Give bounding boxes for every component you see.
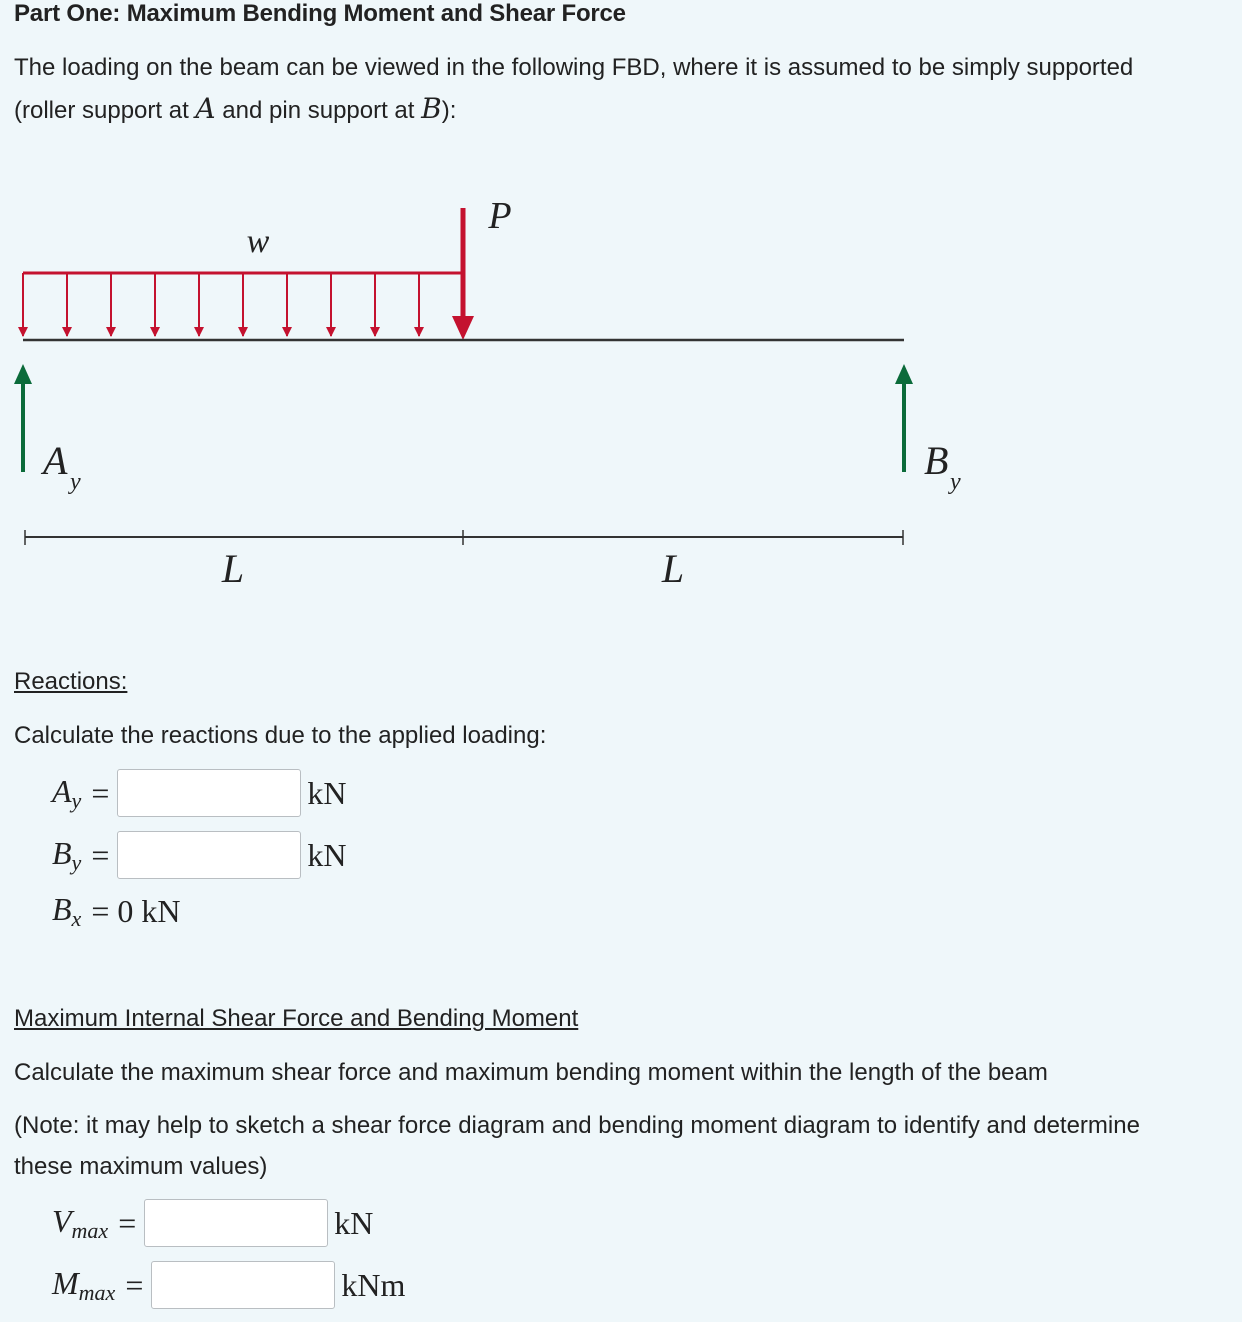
dimension-line — [25, 530, 903, 545]
symbol-a: A — [195, 92, 216, 125]
distributed-load-arrows — [23, 273, 419, 336]
bx-row — [52, 886, 180, 936]
intro-text: (roller support at — [14, 97, 196, 124]
mmax-unit: kNm — [341, 1266, 406, 1303]
maximums-heading: Maximum Internal Shear Force and Bending Moment — [14, 1005, 579, 1032]
ay-row — [52, 768, 346, 818]
reaction-a-arrowhead — [14, 364, 32, 384]
reaction-b-arrowhead — [895, 364, 913, 384]
equals-sign: = — [91, 836, 110, 873]
equals-sign: = — [125, 1266, 144, 1303]
intro-paragraph — [14, 47, 1224, 131]
symbol-b: B — [421, 92, 442, 125]
ay-input[interactable] — [117, 769, 301, 817]
point-load-label: P — [488, 195, 512, 237]
vmax-input[interactable] — [144, 1199, 328, 1247]
point-load-arrowhead — [452, 316, 474, 340]
equals-sign: = — [91, 774, 110, 811]
bx-value: 0 kN — [117, 892, 181, 929]
mmax-input[interactable] — [151, 1261, 335, 1309]
intro-text: and pin support at — [215, 97, 422, 124]
by-input[interactable] — [117, 831, 301, 879]
by-unit: kN — [307, 836, 347, 873]
intro-line-1: The loading on the beam can be viewed in the following FBD, where it is assumed to be simply supported — [14, 54, 1134, 81]
equals-sign: = — [91, 892, 110, 929]
by-symbol: $B_y$ — [52, 834, 82, 875]
vmax-row — [52, 1198, 373, 1248]
vmax-unit: kN — [334, 1204, 374, 1241]
mmax-symbol: $M_{max}$ — [52, 1264, 116, 1305]
reaction-a-subscript: y — [70, 469, 81, 495]
intro-text: ): — [441, 97, 457, 124]
intro-line-2 — [14, 88, 1224, 131]
equals-sign: = — [118, 1204, 137, 1241]
span-left-label: L — [221, 546, 245, 591]
mmax-row — [52, 1260, 405, 1310]
page-title: Part One: Maximum Bending Moment and Shear Force — [14, 0, 626, 27]
maximums-note — [14, 1105, 1224, 1187]
reactions-instruction: Calculate the reactions due to the applied loading: — [14, 722, 547, 749]
note-line-2: these maximum values) — [14, 1153, 268, 1180]
maximums-instruction: Calculate the maximum shear force and maximum bending moment within the length of the beam — [14, 1059, 1048, 1086]
reactions-heading: Reactions: — [14, 668, 128, 695]
ay-unit: kN — [307, 774, 347, 811]
reaction-a-label: A — [43, 438, 68, 483]
bx-symbol: $B_x$ — [52, 890, 82, 931]
distributed-load-label: w — [246, 223, 270, 260]
ay-symbol: $A_y$ — [52, 772, 82, 813]
vmax-symbol: $V_{max}$ — [52, 1202, 109, 1243]
reaction-b-subscript: y — [950, 469, 961, 495]
free-body-diagram — [0, 180, 1000, 600]
note-line-1: (Note: it may help to sketch a shear force diagram and bending moment diagram to identify and determine — [14, 1112, 1140, 1139]
by-row — [52, 830, 346, 880]
reaction-b-label: B — [924, 438, 949, 483]
span-right-label: L — [661, 546, 685, 591]
